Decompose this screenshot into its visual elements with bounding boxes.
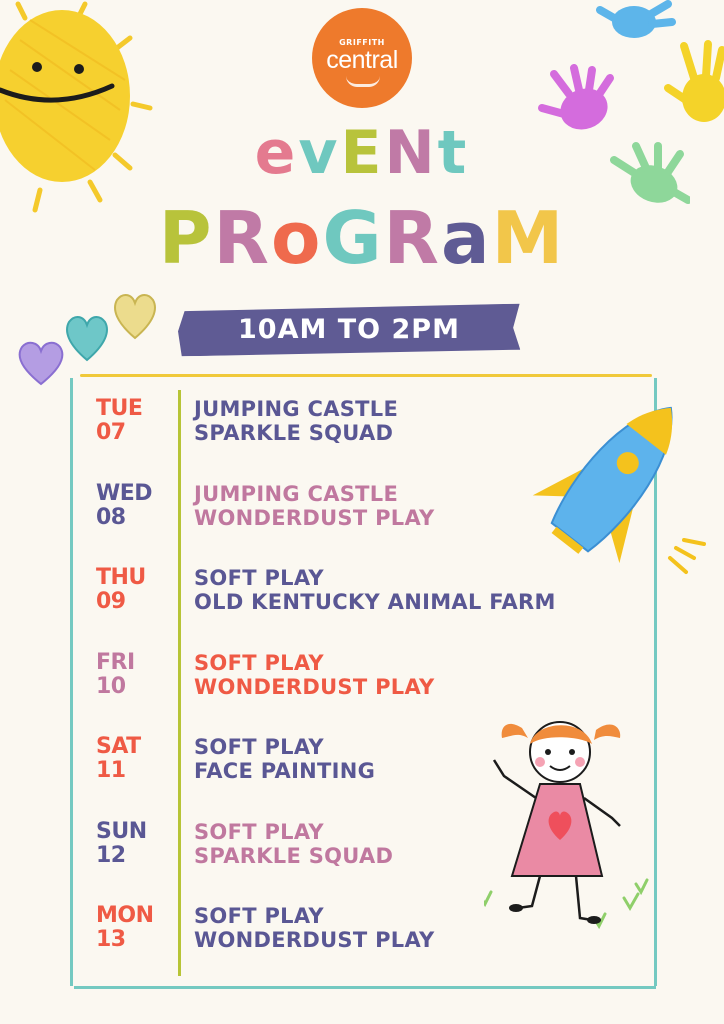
logo-big-text: central <box>326 46 398 74</box>
schedule-activities <box>194 482 435 530</box>
day-date: 10 <box>96 674 126 699</box>
day-date: 07 <box>96 420 126 445</box>
yellow-handprint <box>664 38 724 128</box>
title-letter: e <box>254 118 299 188</box>
title-letter: a <box>441 196 492 280</box>
day-name: SAT <box>96 734 141 759</box>
day-date: 13 <box>96 927 126 952</box>
activity-line: FACE PAINTING <box>194 759 376 783</box>
activity-line: SOFT PLAY <box>194 820 324 844</box>
day-date: 08 <box>96 505 126 530</box>
day-name: WED <box>96 481 153 506</box>
schedule-day <box>96 735 141 783</box>
schedule-activities <box>194 651 435 699</box>
day-date: 12 <box>96 843 126 868</box>
schedule-day <box>96 566 146 614</box>
activity-line: JUMPING CASTLE <box>194 397 399 421</box>
day-name: MON <box>96 903 154 928</box>
schedule-day <box>96 820 147 868</box>
frame-bottom-border <box>74 986 656 989</box>
schedule-day <box>96 482 152 530</box>
schedule-activities <box>194 735 375 783</box>
schedule-day <box>96 397 142 445</box>
frame-left-border <box>70 378 73 986</box>
schedule-activities <box>194 904 435 952</box>
title-letter: N <box>384 118 438 188</box>
schedule-day <box>96 651 135 699</box>
time-text: 10AM TO 2PM <box>238 314 460 345</box>
yellow-heart <box>112 290 158 340</box>
logo-swoosh-icon <box>346 76 380 87</box>
day-name: TUE <box>96 396 143 421</box>
girl-illustration <box>484 708 666 944</box>
title-program <box>0 196 724 280</box>
schedule-day <box>96 904 154 952</box>
title-letter: t <box>437 118 470 188</box>
activity-line: JUMPING CASTLE <box>194 482 399 506</box>
teal-heart <box>64 312 110 362</box>
activity-line: WONDERDUST PLAY <box>194 675 435 699</box>
frame-top-border <box>80 374 652 377</box>
purple-heart <box>16 338 66 386</box>
schedule-activities <box>194 397 398 445</box>
logo-small-text: GRIFFITH <box>339 38 385 47</box>
title-letter: R <box>213 196 271 280</box>
activity-line: SPARKLE SQUAD <box>194 421 394 445</box>
day-name: FRI <box>96 650 135 675</box>
day-date: 09 <box>96 589 126 614</box>
activity-line: SOFT PLAY <box>194 904 324 928</box>
griffith-central-logo <box>312 8 412 108</box>
activity-line: WONDERDUST PLAY <box>194 928 435 952</box>
schedule-activities <box>194 820 393 868</box>
day-date: 11 <box>96 758 126 783</box>
rocket-illustration <box>518 392 708 578</box>
activity-line: SOFT PLAY <box>194 566 324 590</box>
schedule-divider <box>178 390 181 976</box>
title-letter: E <box>340 118 385 188</box>
schedule-activities <box>194 566 556 614</box>
title-letter: P <box>158 196 214 280</box>
title-event <box>0 118 724 188</box>
activity-line: OLD KENTUCKY ANIMAL FARM <box>194 590 556 614</box>
activity-line: SOFT PLAY <box>194 735 324 759</box>
title-letter: G <box>322 196 384 280</box>
title-letter: R <box>383 196 441 280</box>
day-name: THU <box>96 565 146 590</box>
activity-line: SOFT PLAY <box>194 651 324 675</box>
activity-line: WONDERDUST PLAY <box>194 506 435 530</box>
day-name: SUN <box>96 819 147 844</box>
title-letter: v <box>298 118 341 188</box>
title-letter: M <box>491 196 566 280</box>
activity-line: SPARKLE SQUAD <box>194 844 394 868</box>
title-letter: o <box>270 196 323 280</box>
